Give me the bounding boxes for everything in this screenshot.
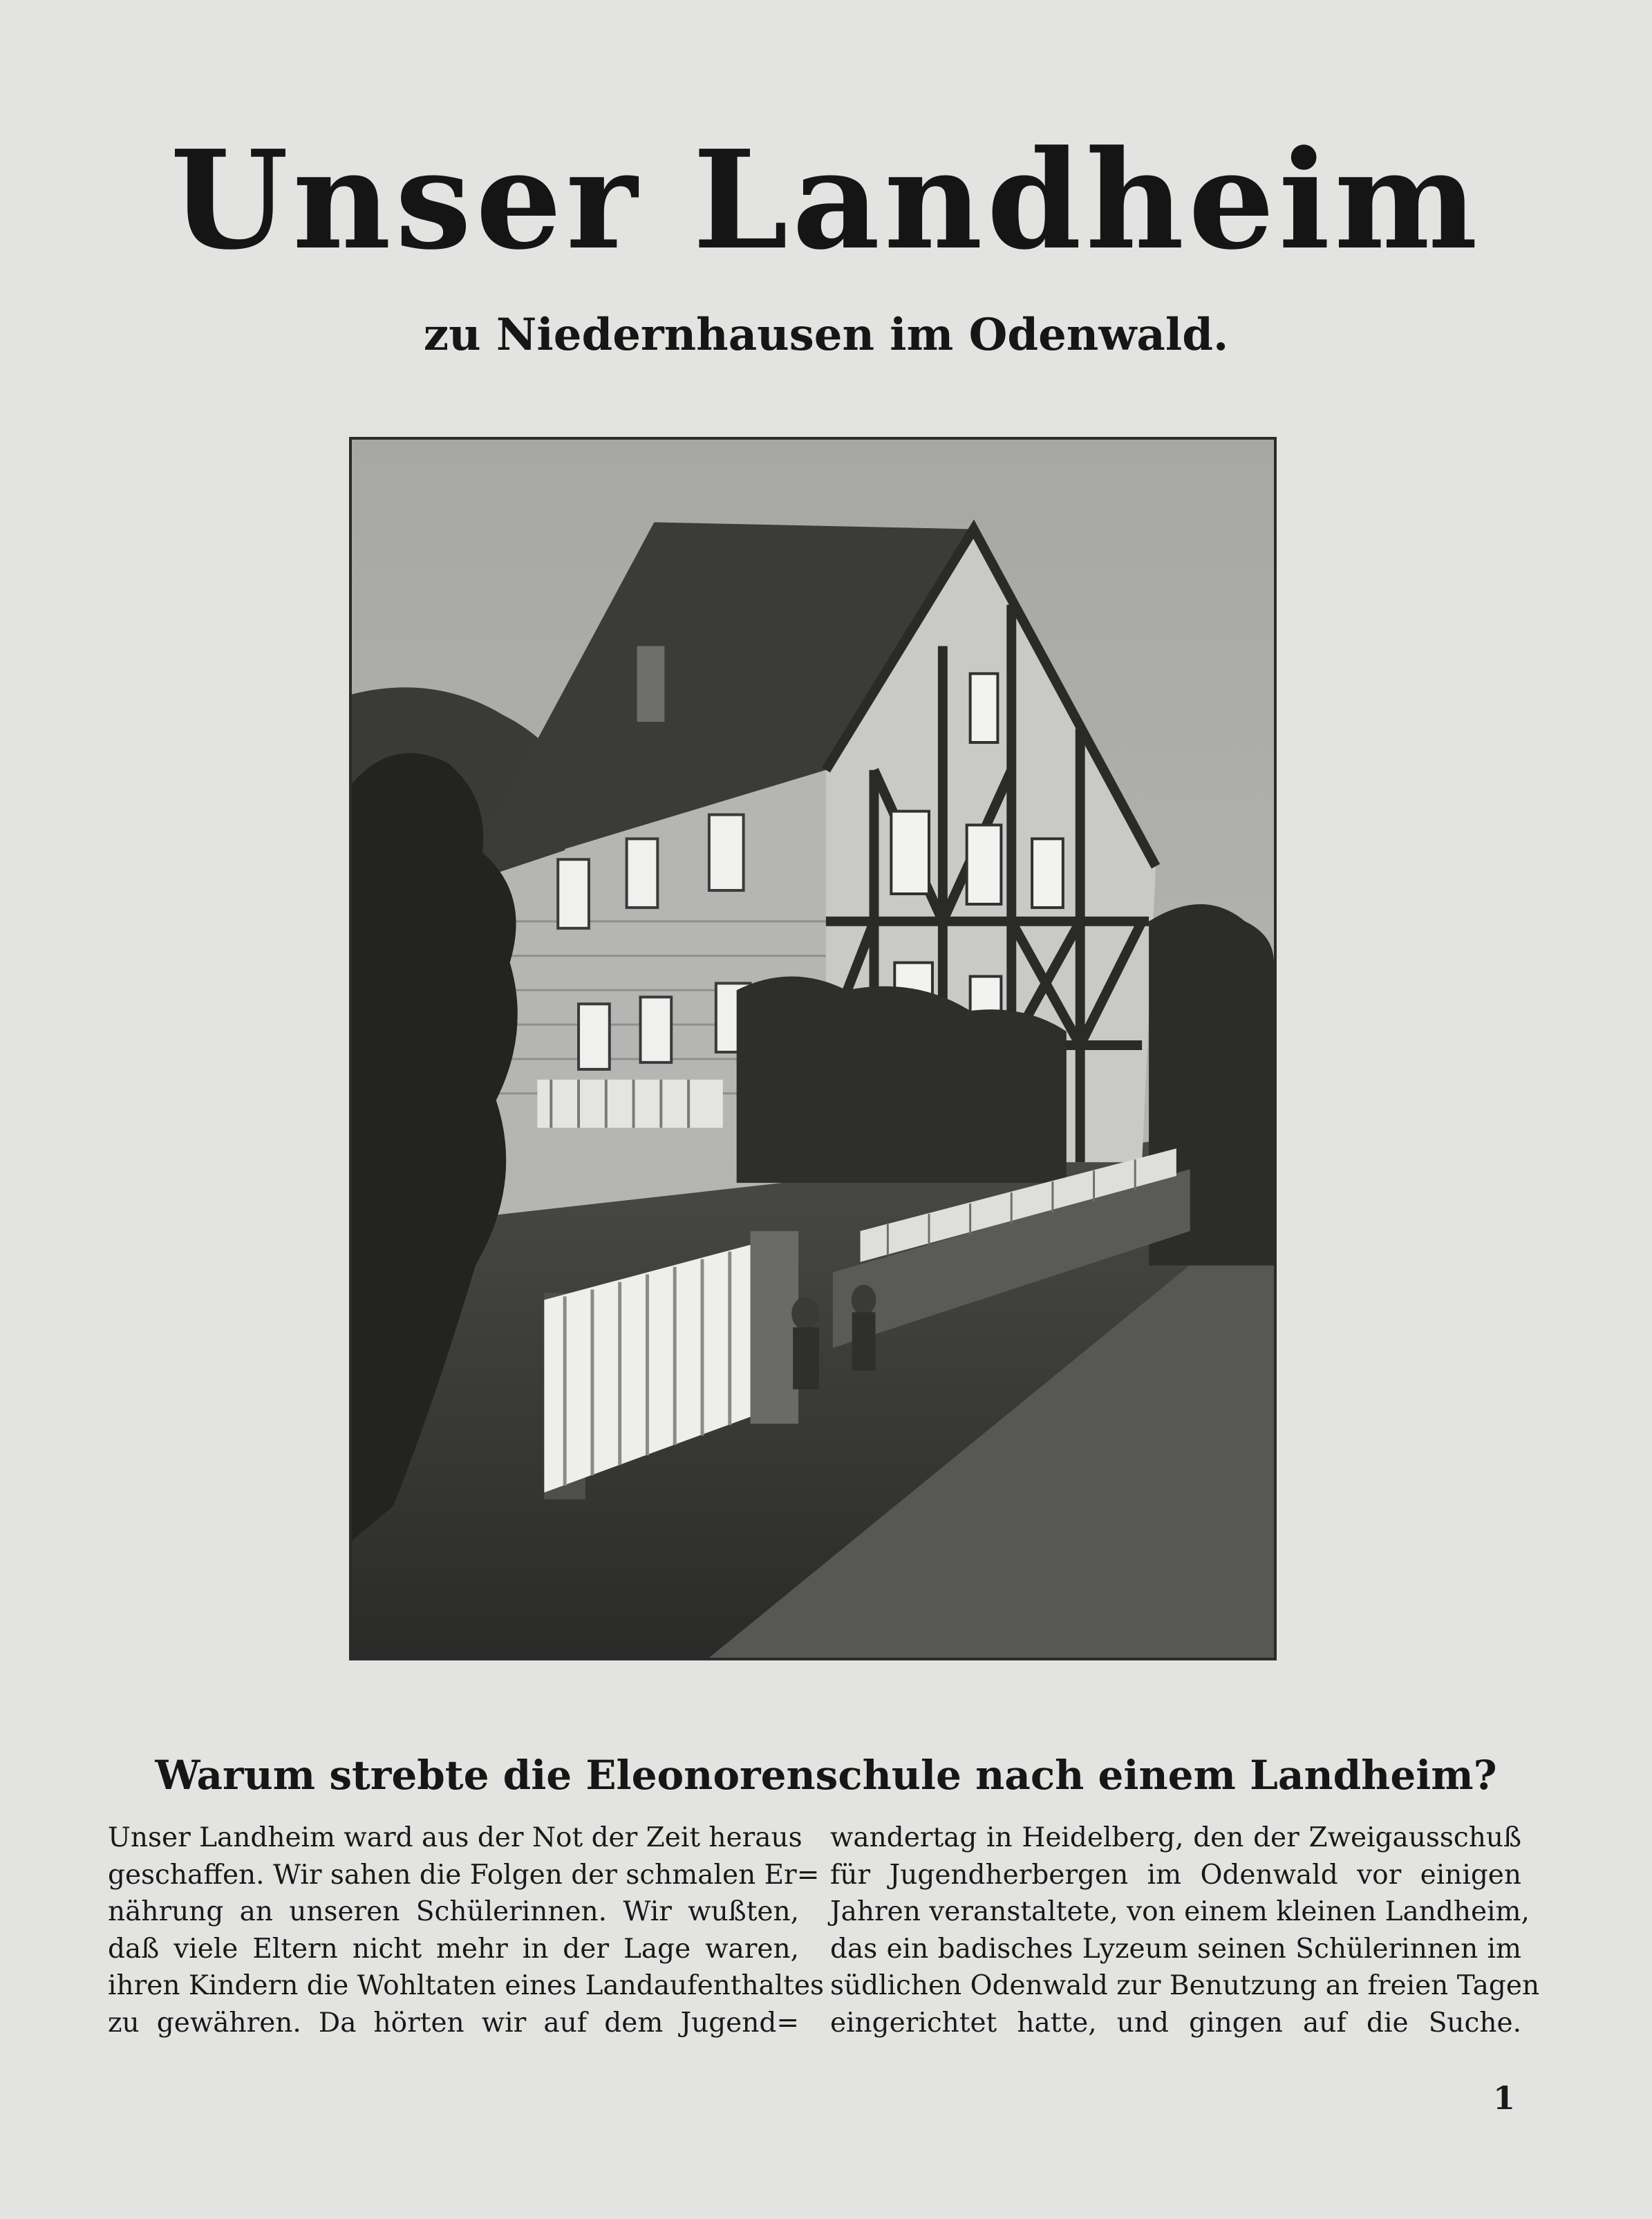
page-title: Unser Landheim — [170, 121, 1482, 280]
text-line: eingerichtet hatte, und gingen auf die Suche. — [830, 2007, 1521, 2039]
text-line: für Jugendherbergen im Odenwald vor einigen — [830, 1859, 1521, 1891]
text-line: zu gewähren. Da hörten wir auf dem Jugend= — [108, 2007, 799, 2039]
half-timbered-house-illustration — [352, 440, 1274, 1658]
text-line: nährung an unseren Schülerinnen. Wir wußten, — [108, 1896, 799, 1927]
text-column-right — [830, 1819, 1540, 2041]
house-photograph — [349, 437, 1277, 1660]
text-line: daß viele Eltern nicht mehr in der Lage waren, — [108, 1933, 799, 1965]
page-subtitle: zu Niedernhausen im Odenwald. — [423, 309, 1229, 361]
text-column-left — [108, 1819, 825, 2041]
text-line: Unser Landheim ward aus der Not der Zeit heraus — [108, 1822, 802, 1853]
text-line: ihren Kindern die Wohltaten eines Landaufenthaltes — [108, 1970, 825, 2001]
section-heading: Warum strebte die Eleonorenschule nach einem Landheim? — [155, 1752, 1497, 1799]
text-line: geschaffen. Wir sahen die Folgen der schmalen Er= — [108, 1859, 820, 1891]
text-line: südlichen Odenwald zur Benutzung an freien Tagen — [830, 1970, 1540, 2001]
text-line: wandertag in Heidelberg, den der Zweigausschuß — [830, 1822, 1521, 1853]
text-line: das ein badisches Lyzeum seinen Schülerinnen im — [830, 1933, 1521, 1965]
page-number: 1 — [1493, 2079, 1516, 2117]
text-line: Jahren veranstaltete, von einem kleinen Landheim, — [830, 1896, 1530, 1927]
